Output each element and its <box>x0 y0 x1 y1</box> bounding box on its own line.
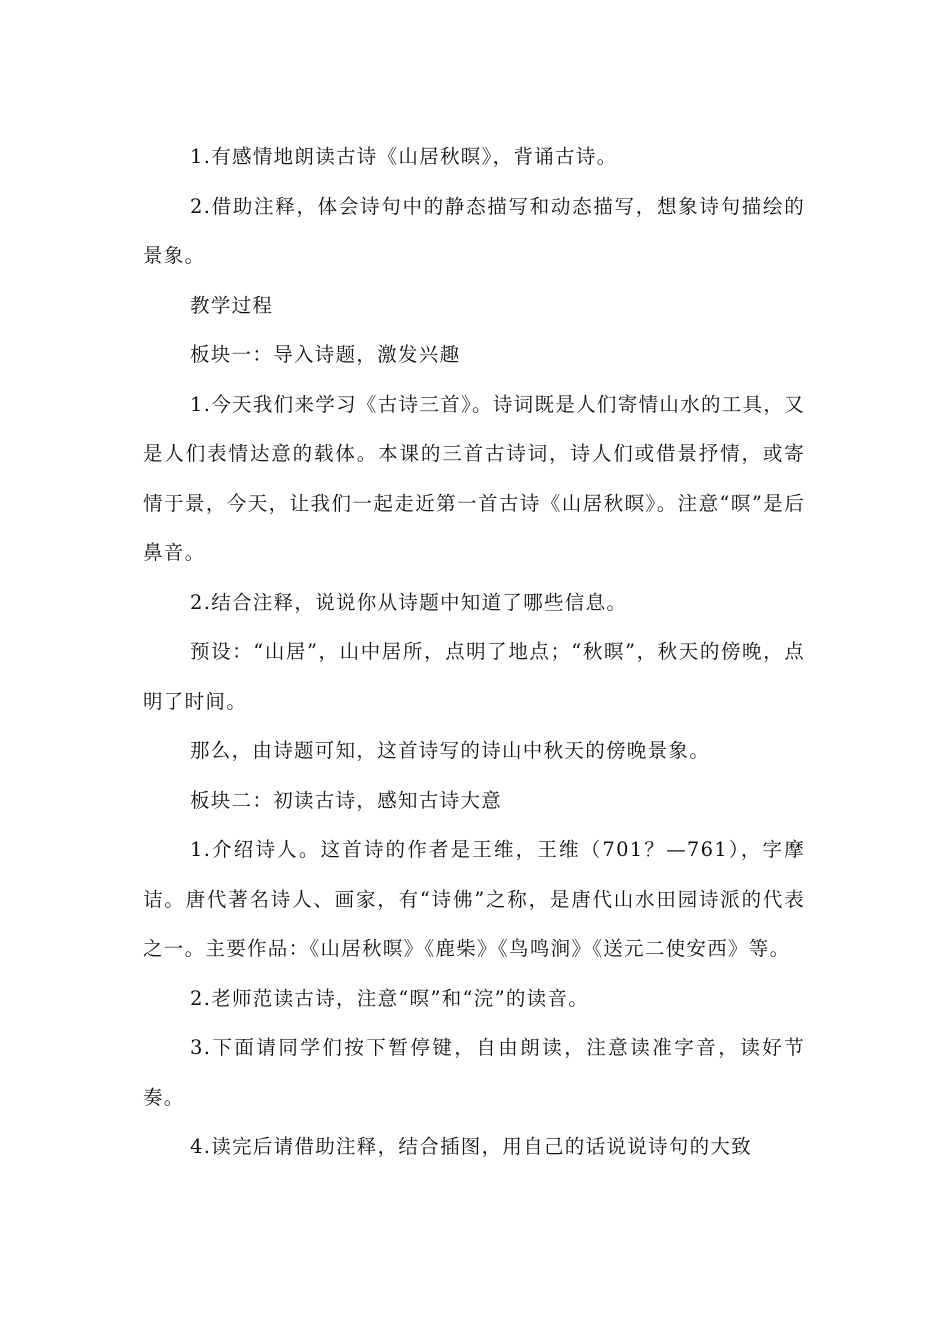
objective-2: 2.借助注释，体会诗句中的静态描写和动态描写，想象诗句描绘的景象。 <box>143 194 805 267</box>
block2-item-3: 3.下面请同学们按下暂停键，自由朗读，注意读准字音，读好节奏。 <box>143 1036 805 1109</box>
document-body <box>143 132 805 1172</box>
block2-item-2: 2.老师范读古诗，注意“暝”和“浣”的读音。 <box>190 986 590 1010</box>
block2-heading: 板块二：初读古诗，感知古诗大意 <box>190 788 503 812</box>
process-heading: 教学过程 <box>190 293 274 317</box>
block1-item-2: 2.结合注释，说说你从诗题中知道了哪些信息。 <box>190 590 628 614</box>
block1-heading: 板块一：导入诗题，激发兴趣 <box>190 343 461 366</box>
block2-item-4: 4.读完后请借助注释，结合插图，用自己的话说说诗句的大致 <box>190 1135 753 1158</box>
objective-1: 1.有感情地朗读古诗《山居秋暝》，背诵古诗。 <box>190 145 618 168</box>
block1-preset: 预设：“山居”，山中居所，点明了地点；“秋暝”，秋天的傍晚，点明了时间。 <box>143 640 805 713</box>
block2-item-1: 1.介绍诗人。这首诗的作者是王维，王维（701？—761），字摩诘。唐代著名诗人、画家，有“诗佛”之称，是唐代山水田园诗派的代表之一。主要作品：《山居秋暝》《鹿柴》《鸟鸣涧》《送元二使安西》等。 <box>143 838 805 960</box>
block1-item-1: 1.今天我们来学习《古诗三首》。诗词既是人们寄情山水的工具，又是人们表情达意的载体。本课的三首古诗词，诗人们或借景抒情，或寄情于景，今天，让我们一起走近第一首古诗《山居秋暝》。注意“暝”是后鼻音。 <box>143 392 805 564</box>
block1-conclusion: 那么，由诗题可知，这首诗写的诗山中秋天的傍晚景象。 <box>190 739 711 762</box>
